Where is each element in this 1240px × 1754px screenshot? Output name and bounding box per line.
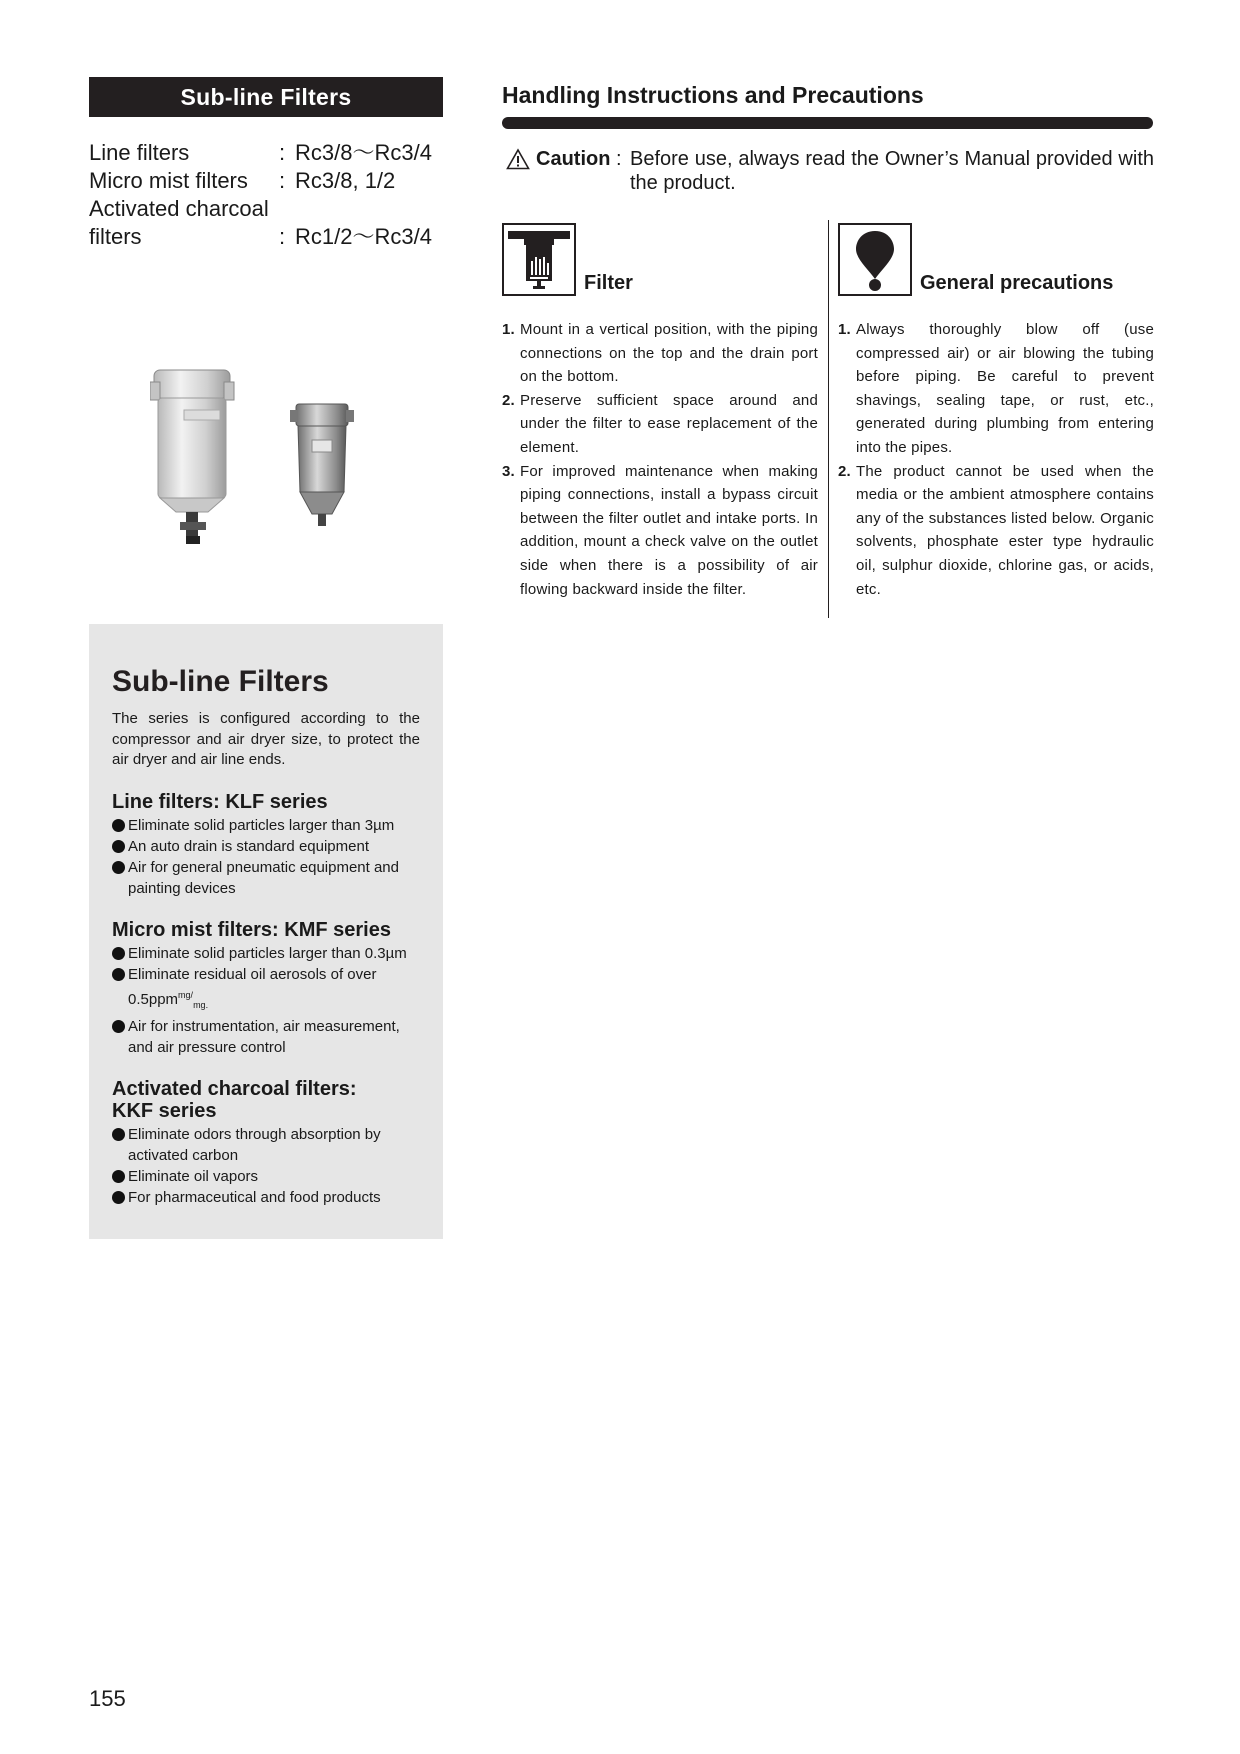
heading-rule — [502, 117, 1153, 129]
bullet-item: An auto drain is standard equipment — [112, 836, 420, 857]
kkf-heading — [112, 1078, 420, 1122]
spec-colon: : — [279, 140, 286, 165]
bullet-item: Eliminate oil vapors — [112, 1166, 420, 1187]
bullet-item: Air for instrumentation, air measurement, and air pressure control — [112, 1016, 420, 1058]
precaution-item — [838, 318, 1154, 460]
caution-note — [506, 147, 1154, 195]
caution-text: Before use, always read the Owner’s Manual provided with the product. — [630, 148, 1154, 194]
bullet-item: Eliminate solid particles larger than 0.3µm — [112, 943, 420, 964]
kmf-bullets — [112, 943, 420, 1058]
kkf-heading-line2: KKF series — [112, 1099, 217, 1122]
bullet-item: For pharmaceutical and food products — [112, 1187, 420, 1208]
bullet-item: Eliminate odors through absorption by activated carbon — [112, 1124, 420, 1166]
spec-value: Rc1/2～Rc3/4 — [295, 224, 432, 249]
general-title: General precautions — [920, 272, 1114, 294]
spec-row — [89, 167, 449, 195]
bullet-item: Eliminate solid particles larger than 3µm — [112, 815, 420, 836]
kkf-heading-line1: Activated charcoal filters: — [112, 1077, 357, 1100]
caution-head — [506, 147, 610, 171]
item-text: Mount in a vertical position, with the piping connections on the top and the drain port on the bottom. — [520, 321, 818, 386]
filter-header — [502, 220, 818, 296]
spec-row — [89, 223, 449, 251]
series-info-box — [89, 624, 443, 1239]
spec-label: filters — [89, 224, 142, 249]
spec-label: Line filters — [89, 140, 190, 165]
filter-column — [502, 220, 818, 601]
kkf-bullets — [112, 1124, 420, 1208]
unit-superscript: mg/ — [178, 989, 194, 1000]
caution-label: Caution — [536, 148, 611, 170]
instruction-item — [502, 389, 818, 460]
product-photos — [150, 362, 410, 552]
unit-subscript: mg. — [193, 999, 209, 1010]
line-filter-image — [150, 362, 410, 552]
warning-triangle-icon — [506, 148, 530, 170]
page-number: 155 — [89, 1686, 126, 1711]
general-precautions-list — [838, 318, 1154, 601]
item-text: For improved maintenance when making piping connections, install a bypass circuit between the filter outlet and intake ports. In addition, mount a check valve on the outlet side when there is a possibility of air flowing backward inside the filter. — [520, 462, 818, 598]
instruction-item — [502, 460, 818, 602]
info-box-title: Sub-line Filters — [112, 665, 329, 698]
item-number: 1. — [502, 321, 515, 338]
instruction-item — [502, 318, 818, 389]
bullet-text: Eliminate residual oil aerosols of over 0.5ppm — [128, 965, 377, 1008]
section-title-bar: Sub-line Filters — [89, 77, 443, 117]
item-number: 1. — [838, 321, 851, 338]
spec-row — [89, 195, 449, 223]
precaution-item — [838, 460, 1154, 602]
bullet-item: Air for general pneumatic equipment and painting devices — [112, 857, 420, 899]
column-divider — [828, 220, 829, 618]
spec-value: Rc3/8～Rc3/4 — [295, 140, 432, 165]
filter-icon — [502, 223, 576, 296]
warning-drop-icon — [838, 223, 912, 296]
item-number: 3. — [502, 462, 515, 480]
spec-colon: : — [279, 224, 286, 249]
item-text: The product cannot be used when the media or the ambient atmosphere contains any of the substances listed below. Organic solvents, phosphate ester type hydraulic oil, sulphur dioxide, chlorine gas, or acids, etc. — [856, 462, 1154, 598]
item-text: Preserve sufficient space around and under the filter to ease replacement of the element. — [520, 391, 818, 456]
filter-instructions — [502, 318, 818, 601]
klf-heading: Line filters: KLF series — [112, 790, 328, 813]
spec-label: Activated charcoal — [89, 196, 269, 221]
info-box-intro: The series is configured according to the compressor and air dryer size, to protect the air dryer and air line ends. — [112, 710, 420, 768]
item-number: 2. — [838, 462, 851, 480]
filter-title: Filter — [584, 272, 633, 294]
item-number: 2. — [502, 391, 515, 409]
spec-label: Micro mist filters — [89, 168, 248, 193]
bullet-item — [112, 964, 420, 1016]
item-text: Always thoroughly blow off (use compressed air) or air blowing the tubing before piping. Be careful to prevent shavings, sealing tape, or rust, etc., generated during plumbing from entering into the pipes. — [856, 321, 1154, 456]
general-header — [838, 220, 1154, 296]
spec-row — [89, 139, 449, 167]
kmf-heading: Micro mist filters: KMF series — [112, 918, 391, 941]
handling-heading: Handling Instructions and Precautions — [502, 82, 924, 108]
spec-list — [89, 139, 449, 251]
spec-value: Rc3/8, 1/2 — [295, 168, 396, 193]
klf-bullets — [112, 815, 420, 899]
spec-colon: : — [279, 168, 286, 193]
caution-colon: : — [616, 148, 622, 170]
general-column — [838, 220, 1154, 601]
